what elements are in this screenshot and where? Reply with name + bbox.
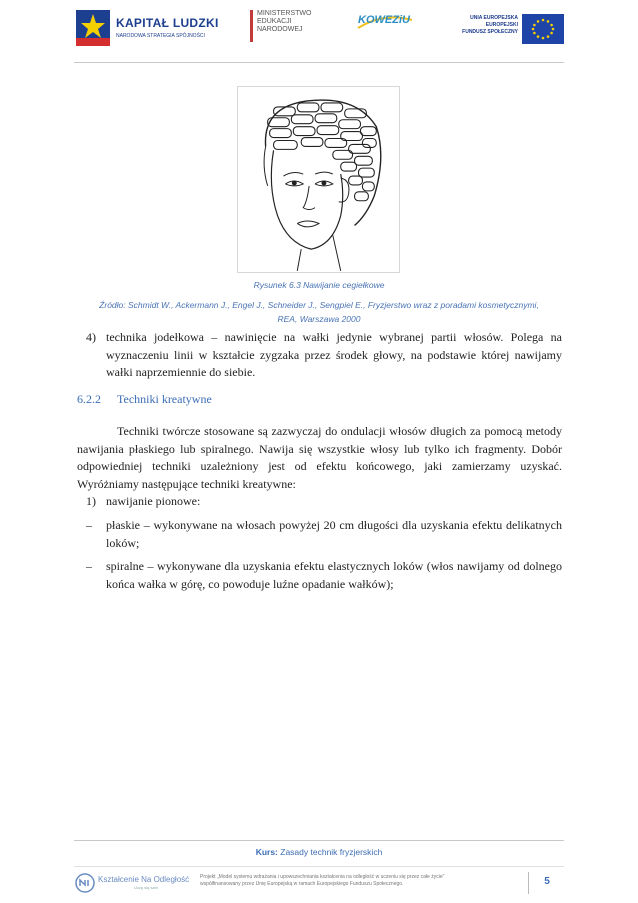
figure-illustration [237, 86, 400, 273]
ministry-line: MINISTERSTWO [257, 10, 312, 17]
section-title: Techniki kreatywne [117, 392, 212, 406]
page-header [70, 6, 570, 50]
list-item-technika-jodelkowa [86, 329, 562, 382]
footer-course [0, 847, 638, 857]
list-item-text: płaskie – wykonywane na włosach powyżej 20 cm długości dla uzyskania efektu delikatnych loków; [106, 518, 562, 550]
eu-line: EUROPEJSKI [485, 22, 518, 28]
footer-divider-secondary [74, 866, 564, 867]
list-item-text: technika jodełkowa – nawinięcie na wałki jedynie wybranej partii włosów. Polega na wyznaczeniu linii w kształcie zygzaka przez środek głowy, na podstawie której nawijamy wałki naprzemiennie do siebie. [106, 330, 562, 379]
kapital-ludzki-title: KAPITAŁ LUDZKI [116, 16, 219, 30]
ksztalcenie-tagline: Uczę się sam [134, 885, 159, 890]
eu-line: FUNDUSZ SPOŁECZNY [462, 29, 518, 35]
dash-marker: – [86, 559, 92, 573]
list-marker: 4) [86, 330, 96, 344]
body-paragraph: Techniki twórcze stosowane są zazwyczaj do ondulacji włosów długich za pomocą metody nawijania płaskiego lub spiralnego. Nawija się wszystkie włosy lub tylko ich fragmenty. Dobór odpowiedniej techniki uzależniony jest od efektu końcowego, jaki zamierzamy uzyskać. Wyróżniamy następujące techniki kreatywne: [77, 424, 562, 491]
curler-head-illustration [238, 87, 399, 272]
kapital-ludzki-subtitle: NARODOWA STRATEGIA SPÓJNOŚCI [116, 33, 205, 39]
ksztalcenie-logo [74, 873, 190, 895]
ministry-name [257, 10, 311, 34]
project-line: Projekt „Model systemu wdrażania i upowszechniania kształcenia na odległość w uczeniu się przez całe życie” [200, 874, 445, 880]
course-name: Zasady technik fryzjerskich [280, 847, 383, 857]
kapital-ludzki-logo [76, 10, 226, 46]
project-line: współfinansowany przez Unię Europejską w ramach Europejskiego Funduszu Społecznego. [200, 881, 404, 887]
kapital-ludzki-emblem-icon [76, 10, 110, 46]
footer-vertical-divider [528, 872, 529, 894]
list-item-plaskie [86, 517, 562, 552]
section-heading [77, 392, 212, 407]
footer-divider [74, 840, 564, 841]
ministry-logo [250, 8, 325, 46]
list-item-nawijanie-pionowe [86, 493, 562, 511]
list-item-spiralne [86, 558, 562, 593]
eu-line: UNIA EUROPEJSKA [470, 15, 518, 21]
koweziu-logo [354, 10, 416, 46]
figure-caption: Rysunek 6.3 Nawijanie cegiełkowe [253, 280, 385, 290]
ministry-line: EDUKACJI [257, 18, 292, 25]
header-divider [74, 62, 564, 63]
course-label: Kurs: [255, 847, 278, 857]
ksztalcenie-name: Kształcenie Na Odległość [98, 875, 190, 884]
list-marker: 1) [86, 494, 96, 508]
ministry-line: NARODOWEJ [257, 26, 303, 33]
section-number: 6.2.2 [77, 392, 101, 406]
dash-marker: – [86, 518, 92, 532]
ksztalcenie-emblem-icon [74, 873, 96, 893]
list-item-text: spiralne – wykonywane dla uzyskania efektu elastycznych loków (włos nawijamy od dolnego końca wałka w górę, co powoduje luźne opadanie wałków); [106, 559, 562, 591]
eu-flag-icon [522, 14, 564, 44]
figure-source: Źródło: Schmidt W., Ackermann J., Engel J., Schneider J., Sengpiel E., Fryzjerstwo wraz z poradami kosmetycznymi, REA, Warszawa 2000 [99, 300, 539, 324]
page-number: 5 [544, 876, 550, 887]
ministry-bar [250, 10, 253, 42]
footer-project-text [200, 874, 520, 888]
koweziu-name: KOWEZiU [358, 14, 410, 26]
eu-logo [458, 12, 566, 46]
eu-text [458, 15, 518, 36]
list-item-text: nawijanie pionowe: [106, 494, 201, 508]
